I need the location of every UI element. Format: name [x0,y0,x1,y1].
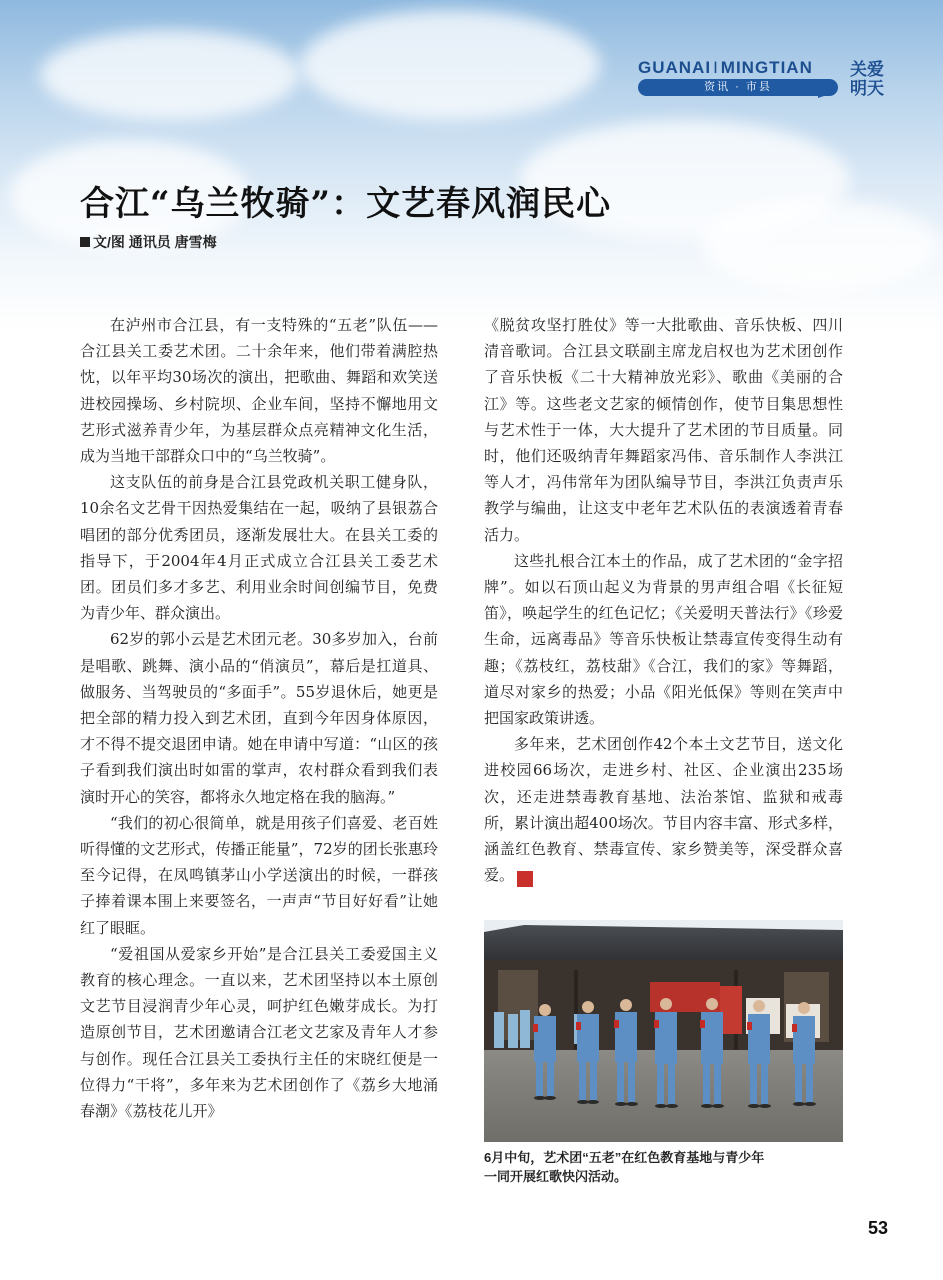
brand-en-left: GUANAI [638,58,712,77]
paragraph: 这些扎根合江本土的作品，成了艺术团的“金字招牌”。如以石顶山起义为背景的男声组合唱《长征短笛》，唤起学生的红色记忆；《关爱明天普法行》《珍爱生命，远离毒品》等音乐快板让禁毒宣传变得生动有趣；《荔枝红，荔枝甜》《合江，我们的家》等舞蹈，道尽对家乡的热爱；小品《阳光低保》等则在笑声中把国家政策讲透。 [484,551,843,728]
paragraph: 这支队伍的前身是合江县党政机关职工健身队，10余名文艺骨干因热爱集结在一起，吸纳了县银荔合唱团的部分优秀团员，逐渐发展壮大。在县关工委的指导下，于2004年4月正式成立合江县关工委艺术团。团员们多才多艺、利用业余时间创编节目，免费为青少年、群众演出。 [80,473,438,623]
article-column-left [80,312,438,1124]
cloud-decoration [700,200,940,290]
sky-header-background [0,0,943,330]
article-title: 合江“乌兰牧骑”：文艺春风润民心 [80,184,612,224]
square-bullet-icon [80,237,90,247]
brand-en-right: MINGTIAN [720,58,813,77]
brand-separator: I [713,58,719,77]
paragraph: “我们的初心很简单，就是用孩子们喜爱、老百姓听得懂的文艺形式，传播正能量”，72岁的团长张惠玲至今记得，在凤鸣镇茅山小学送演出的时候，一群孩子捧着课本围上来要签名，一声声“节目好好看”让她红了眼眶。 [80,813,438,937]
photo-red-song-flashmob [484,920,843,1142]
brand-cn-line1: 关爱 [850,60,884,79]
section-banner [638,58,888,102]
banner-tail-shape [818,86,836,98]
brand-en [638,58,813,78]
section-label: 资讯 · 市县 [638,79,838,96]
byline [80,232,217,252]
paragraph-last [484,731,843,888]
paragraph-text: 多年来，艺术团创作42个本土文艺节目，送文化进校园66场次，走进乡村、社区、企业演出235场次，还走进禁毒教育基地、法治茶馆、监狱和戒毒所，累计演出超400场次。节目内容丰富、形式多样，涵盖红色教育、禁毒宣传、家乡赞美等，深受群众喜爱。 [484,735,843,885]
article-column-right [484,312,843,888]
paragraph: “爱祖国从爱家乡开始”是合江县关工委爱国主义教育的核心理念。一直以来，艺术团坚持以本土原创文艺节目浸润青少年心灵，呵护红色嫩芽成长。为打造原创节目，艺术团邀请合江老文艺家及青年人才参与创作。现任合江县关工委执行主任的宋晓红便是一位得力“干将”，多年来为艺术团创作了《荔乡大地涌春潮》《荔枝花儿开》 [80,944,438,1121]
paragraph: 在泸州市合江县，有一支特殊的“五老”队伍——合江县关工委艺术团。二十余年来，他们带着满腔热忱，以年平均30场次的演出，把歌曲、舞蹈和欢笑送进校园操场、乡村院坝、企业车间，坚持不懈地用文艺形式滋养青少年，为基层群众点亮精神文化生活，成为当地干部群众口中的“乌兰牧骑”。 [80,316,438,466]
cloud-decoration [300,10,600,120]
page-number: 53 [868,1218,889,1238]
end-mark-icon: 关 [517,871,533,887]
brand-cn-logo [850,60,890,98]
caption-line: 6月中旬，艺术团“五老”在红色教育基地与青少年 [484,1150,765,1165]
paragraph-continued: 《脱贫攻坚打胜仗》等一大批歌曲、音乐快板、四川清音歌词。合江县文联副主席龙启权也为艺术团创作了音乐快板《二十大精神放光彩》、歌曲《美丽的合江》等。这些老文艺家的倾情创作，使节目集思想性与艺术性于一体，大大提升了艺术团的节目质量。同时，他们还吸纳青年舞蹈家冯伟、音乐制作人李洪江等人才，冯伟常年为团队编导节目，李洪江负责声乐教学与编曲，让这支中老年艺术队伍的表演透着青春活力。 [484,316,843,544]
byline-text: 文/图 通讯员 唐雪梅 [93,234,217,250]
cloud-decoration [40,30,300,120]
caption-line: 一同开展红歌快闪活动。 [484,1169,628,1184]
paragraph: 62岁的郭小云是艺术团元老。30多岁加入，台前是唱歌、跳舞、演小品的“俏演员”，幕后是扛道具、做服务、当驾驶员的“多面手”。55岁退休后，她更是把全部的精力投入到艺术团，直到今年因身体原因，才不得不提交退团申请。她在申请中写道：“山区的孩子看到我们演出时如雷的掌声，农村群众看到我们表演时开心的笑容，都将永久地定格在我的脑海。” [80,630,438,806]
article-photo [484,920,843,1142]
photo-caption [484,1148,843,1186]
brand-cn-line2: 明天 [850,79,884,98]
